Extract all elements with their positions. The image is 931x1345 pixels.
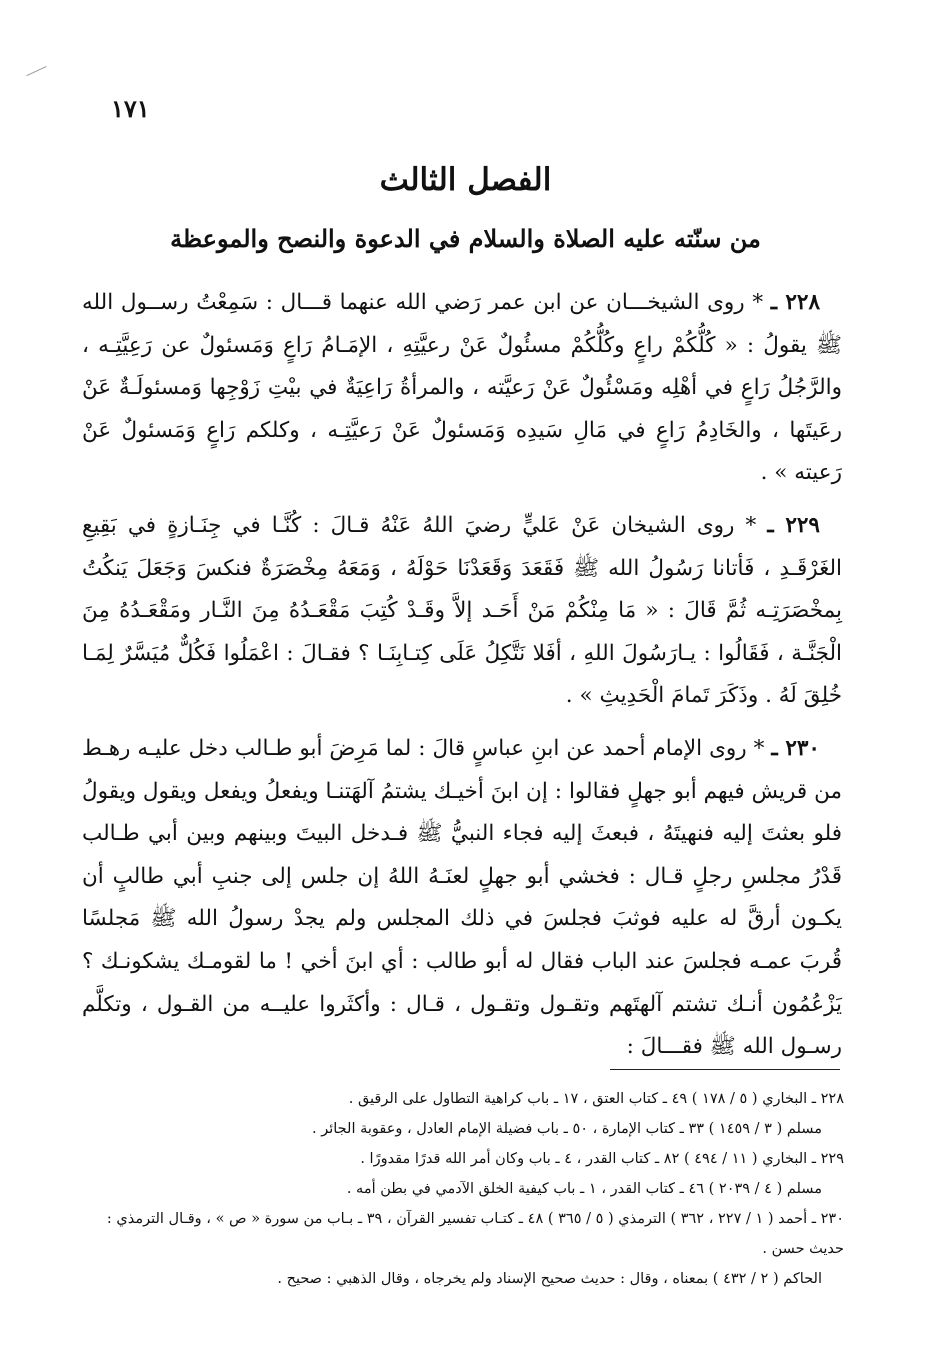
chapter-subtitle: من سنّته عليه الصلاة والسلام في الدعوة والنصح والموعظة [170,224,761,253]
hadith-229 [82,505,842,718]
hadith-text: * روى الشيخان عَنْ عَليٍّ رضيَ اللهُ عَنْهُ قـالَ : كُنَّـا في جِنَـازةٍ في بَقِيعِ الغَرْقَـدِ ، فَأتانا رَسُولُ الله ﷺ فَقَعَدَ وَقَعَدْنَا حَوْلَهُ ، وَمَعَهُ مِخْصَرَةٌ فنكسَ وَجَعَلَ يَنكُتُ بِمخْصَرَتِـه ثُمَّ قَالَ : « مَا مِنْكُمْ مَنْ أَحَـد إلاَّ وقَـدْ كُتِبَ مَقْعَـدُهُ مِنَ النَّـار ومَقْعَـدُهُ مِنَ الْجَنَّـة ، فَقَالُوا : يـارَسُولَ اللهِ ، أفَلا نَتَّكِلُ عَلَى كِتـابِنَـا ؟ فقـالَ : اعْمَلُوا فَكُلٌّ مُيَسَّرٌ لِمَـا خُلِقَ لَهُ . وذَكَرَ تَمامَ الْحَدِيثِ » . [82,512,842,709]
hadith-230 [82,728,842,1069]
hadith-number: ٢٢٨ ـ [770,290,820,315]
footnote-230-hakim: الحاكم ( ٢ / ٤٣٢ ) بمعناه ، وقال : حديث صحيح الإسناد ولم يخرجاه ، وقال الذهبي : صحيح . [277,1271,822,1287]
footnote-229-bukhari: ٢٢٩ ـ البخاري ( ١١ / ٤٩٤ ) ٨٢ ـ كتاب القدر ، ٤ ـ باب وكان أمر الله قدرًا مقدورًا . [360,1151,844,1167]
chapter-title: الفصل الثالث [379,162,552,198]
hadith-text: * روى الشيخـــان عن ابن عمر رَضي الله عنهما قـــال : سَمِعْتُ رســول الله ﷺ يقولُ : « كُلُّكُمْ راعٍ وكُلُّكُمْ مسئُولٌ عَنْ رعيَّتِهِ ، الإمَـامُ رَاعٍ وَمَسئولٌ عن رَعِيَّتِـه ، والرَّجُلُ رَاعٍ في أهْلِه ومَسْئُولٌ عَنْ رَعيَّته ، والمرأةُ رَاعِيَةٌ في بيْتِ زَوْجِها وَمسئولَـةٌ عَنْ رعَيتَها ، والخَادِمُ رَاعٍ في مَالِ سَيدِه وَمَسئولٌ عَنْ رَعيَّتِـه ، وكلكم رَاعٍ وَمَسئولٌ عَنْ رَعيته » . [82,290,842,486]
footnote-228-muslim: مسلم ( ٣ / ١٤٥٩ ) ٣٣ ـ كتاب الإمارة ، ٥٠ ـ باب فضيلة الإمام العادل ، وعقوبة الجائر . [312,1121,822,1137]
footnote-229-muslim: مسلم ( ٤ / ٢٠٣٩ ) ٤٦ ـ كتاب القدر ، ١ ـ باب كيفية الخلق الآدمي في بطن أمه . [346,1181,822,1197]
hadith-228 [82,282,842,495]
hadith-text: * روى الإمام أحمد عن ابنِ عباسٍ قالَ : لما مَرِضَ أبو طـالب دخل عليـه رهـط من قريش فيهم أبو جهلٍ فقالوا : إن ابنَ أخيـك يشتمُ آلهَتنـا ويفعلُ ويفعل ويقول ويقولُ فلو بعثتَ إليه فنهيتَهُ ، فبعثَ إليه فجاء النبيُّ ﷺ فـدخل البيتَ وبينهم وبين أبي طـالب قَدْرُ مجلسِ رجلٍ قـال : فخشي أبو جهلٍ لعنَـهُ اللهُ إن جلس إلى جنبِ أبي طالبٍ أن يكـون أرقَّ له عليه فوثبَ فجلسَ في ذلك المجلس ولم يجدْ رسولُ الله ﷺ مَجلسًا قُربَ عمـه فجلسَ عند الباب فقال له أبو طالب : أي ابنَ أخي ! ما لقومـك يشكونـك ؟ يَزْعُمُون أنـك تشتم آلهتَهم وتقـول وتقـول ، قـال : وأكثَروا عليــه من القـول ، وتكلَّم رسـول الله ﷺ فقـــالَ : [82,735,842,1060]
footnote-228-bukhari: ٢٢٨ ـ البخاري ( ٥ / ١٧٨ ) ٤٩ ـ كتاب العتق ، ١٧ ـ باب كراهية التطاول على الرقيق . [348,1091,844,1107]
hadith-number: ٢٣٠ ـ [771,735,820,761]
footnotes [98,1084,844,1294]
body-text [82,282,842,1079]
footnote-230-ahmad: ٢٣٠ ـ أحمد ( ١ / ٢٢٧ ، ٣٦٢ ) الترمذي ( ٥ / ٣٦٥ ) ٤٨ ـ كتـاب تفسير القرآن ، ٣٩ ـ بـاب من سورة « ص » ، وقـال الترمذي : حديث حسن . [106,1211,844,1257]
footnote-divider [610,1069,840,1070]
page-number: ١٧١ [111,94,150,123]
hadith-number: ٢٢٩ ـ [767,512,820,538]
scan-mark [26,66,51,87]
